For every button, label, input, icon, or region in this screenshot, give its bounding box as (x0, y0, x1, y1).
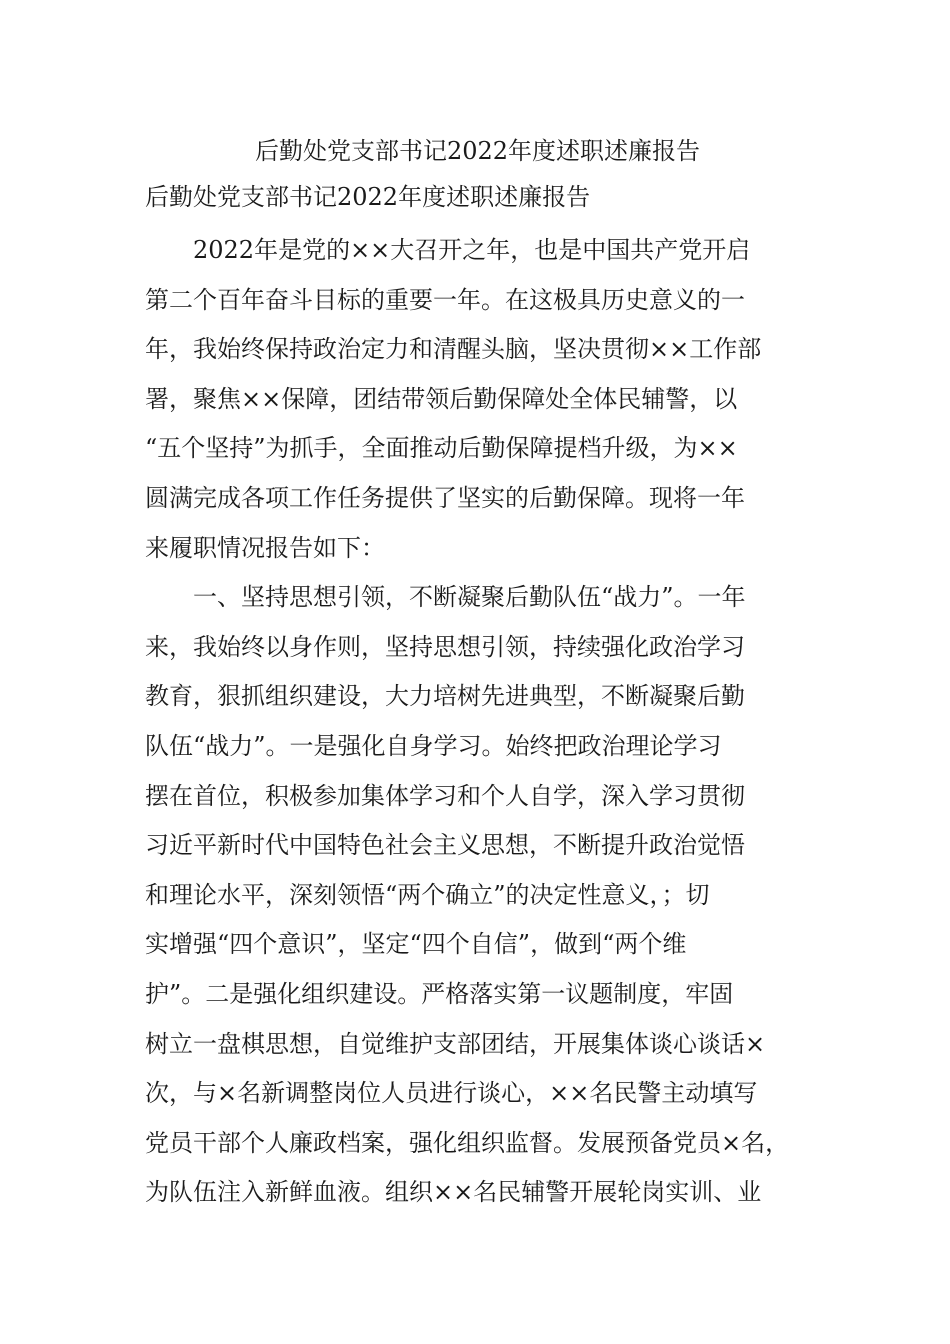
paragraph-line: 实增强“四个意识”，坚定“四个自信”，做到“两个维 (145, 930, 687, 959)
paragraph-line: 圆满完成各项工作任务提供了坚实的后勤保障。现将一年 (145, 483, 745, 512)
paragraph-line: 教育，狠抓组织建设，大力培树先进典型，不断凝聚后勤 (145, 682, 745, 711)
paragraph-line: 护”。二是强化组织建设。严格落实第一议题制度，牢固 (145, 979, 734, 1008)
paragraph-line: 次，与×名新调整岗位人员进行谈心，××名民警主动填写 (145, 1079, 758, 1108)
section-heading-line: 一、坚持思想引领，不断凝聚后勤队伍“战力”。一年 (193, 583, 746, 612)
paragraph-section-one (145, 573, 810, 1218)
paragraph-line: 和理论水平，深刻领悟“两个确立”的决定性意义，；切 (145, 880, 710, 909)
paragraph-line: 来履职情况报告如下： (145, 533, 385, 562)
paragraph-line: 2022年是党的××大召开之年，也是中国共产党开启 (193, 236, 751, 264)
paragraph-intro (145, 226, 810, 573)
paragraph-line: 树立一盘棋思想，自觉维护支部团结，开展集体谈心谈话× (145, 1029, 766, 1058)
document-body (145, 128, 810, 1218)
paragraph-line: 来，我始终以身作则，坚持思想引领，持续强化政治学习 (145, 632, 745, 661)
paragraph-line: “五个坚持”为抓手，全面推动后勤保障提档升级，为×× (145, 434, 738, 463)
paragraph-line: 队伍“战力”。一是强化自身学习。始终把政治理论学习 (145, 731, 722, 760)
paragraph-line: 为队伍注入新鲜血液。组织××名民辅警开展轮岗实训、业 (145, 1178, 762, 1207)
document-title: 后勤处党支部书记2022年度述职述廉报告 (254, 137, 701, 165)
paragraph-line: 摆在首位，积极参加集体学习和个人自学，深入学习贯彻 (145, 781, 745, 810)
paragraph-line: 年，我始终保持政治定力和清醒头脑，坚决贯彻××工作部 (145, 335, 762, 364)
paragraph-line: 第二个百年奋斗目标的重要一年。在这极具历史意义的一 (145, 285, 745, 314)
paragraph-line: 习近平新时代中国特色社会主义思想，不断提升政治觉悟 (145, 831, 745, 860)
paragraph-line: 党员干部个人廉政档案，强化组织监督。发展预备党员×名， (145, 1128, 790, 1157)
paragraph-line: 署，聚焦××保障，团结带领后勤保障处全体民辅警，以 (145, 384, 738, 413)
document-subtitle: 后勤处党支部书记2022年度述职述廉报告 (145, 183, 591, 211)
